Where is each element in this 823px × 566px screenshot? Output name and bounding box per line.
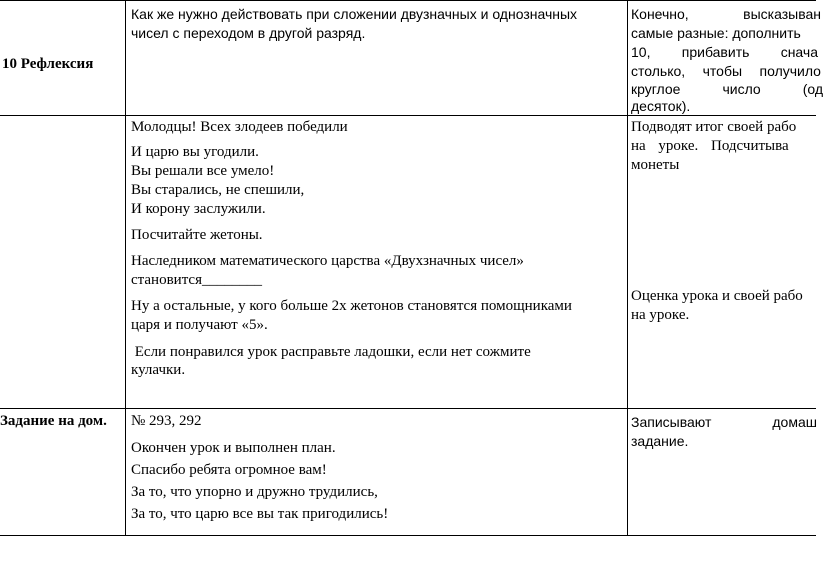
teacher-cell <box>127 116 625 407</box>
word: (од <box>802 81 823 97</box>
word: получило <box>759 63 821 79</box>
student-line: монеты <box>631 157 680 173</box>
student-line: Подводят итог своей рабо <box>631 119 797 135</box>
word: высказыван <box>743 6 821 22</box>
teacher-line: Ну а остальные, у кого больше 2х жетонов становятся помощниками <box>131 298 572 314</box>
teacher-line: № 293, 292 <box>131 413 202 429</box>
teacher-line: Посчитайте жетоны. <box>131 227 263 243</box>
teacher-line: Вы старались, не спешили, <box>131 182 305 198</box>
student-line: на уроке. <box>631 307 690 323</box>
student-cell <box>628 116 816 407</box>
word: столько, <box>631 63 686 79</box>
teacher-cell <box>127 409 625 534</box>
teacher-line: За то, что упорно и дружно трудились, <box>131 484 378 500</box>
teacher-line: Окончен урок и выполнен план. <box>131 440 336 456</box>
teacher-line: Как же нужно действовать при сложении двузначных и однозначных <box>131 6 578 22</box>
student-line: самые разные: дополнить <box>631 25 801 41</box>
word: прибавить <box>681 44 750 60</box>
word: число <box>722 81 761 97</box>
student-line <box>631 5 821 23</box>
word: Записывают <box>631 414 712 430</box>
student-line <box>631 62 821 80</box>
teacher-line: Молодцы! Всех злодеев победили <box>131 119 348 135</box>
student-line <box>631 413 817 431</box>
student-line: Оценка урока и своей рабо <box>631 288 803 304</box>
word: круглое <box>631 81 681 97</box>
teacher-line: Наследником математического царства «Двухзначных чисел» <box>131 253 524 269</box>
stage-label: Задание на дом. <box>0 413 107 429</box>
word: Конечно, <box>631 6 689 22</box>
teacher-line: Спасибо ребята огромное вам! <box>131 462 327 478</box>
student-line: на уроке. Подсчитыва <box>631 138 789 154</box>
teacher-line: кулачки. <box>131 362 186 378</box>
student-cell <box>628 409 816 534</box>
word: снача <box>780 44 818 60</box>
word: домаш <box>772 414 817 430</box>
student-line: десяток). <box>631 98 691 114</box>
table-border-bottom <box>0 535 816 536</box>
teacher-line: становится________ <box>131 272 262 288</box>
student-cell <box>628 0 823 114</box>
teacher-line: Если понравился урок расправьте ладошки, если нет сожмите <box>131 344 531 360</box>
stage-label: 10 Рефлексия <box>2 56 94 72</box>
teacher-line: чисел с переходом в другой разряд. <box>131 25 366 41</box>
student-line: задание. <box>631 433 689 449</box>
student-line <box>631 80 823 98</box>
student-line <box>631 43 818 61</box>
teacher-line: За то, что царю все вы так пригодились! <box>131 506 389 522</box>
teacher-line: царя и получают «5». <box>131 317 268 333</box>
teacher-line: И корону заслужили. <box>131 201 266 217</box>
teacher-line: Вы решали все умело! <box>131 163 275 179</box>
word: чтобы <box>702 63 743 79</box>
teacher-cell <box>127 0 625 114</box>
table-column-divider <box>125 0 126 536</box>
teacher-line: И царю вы угодили. <box>131 144 259 160</box>
word: 10, <box>631 44 651 60</box>
